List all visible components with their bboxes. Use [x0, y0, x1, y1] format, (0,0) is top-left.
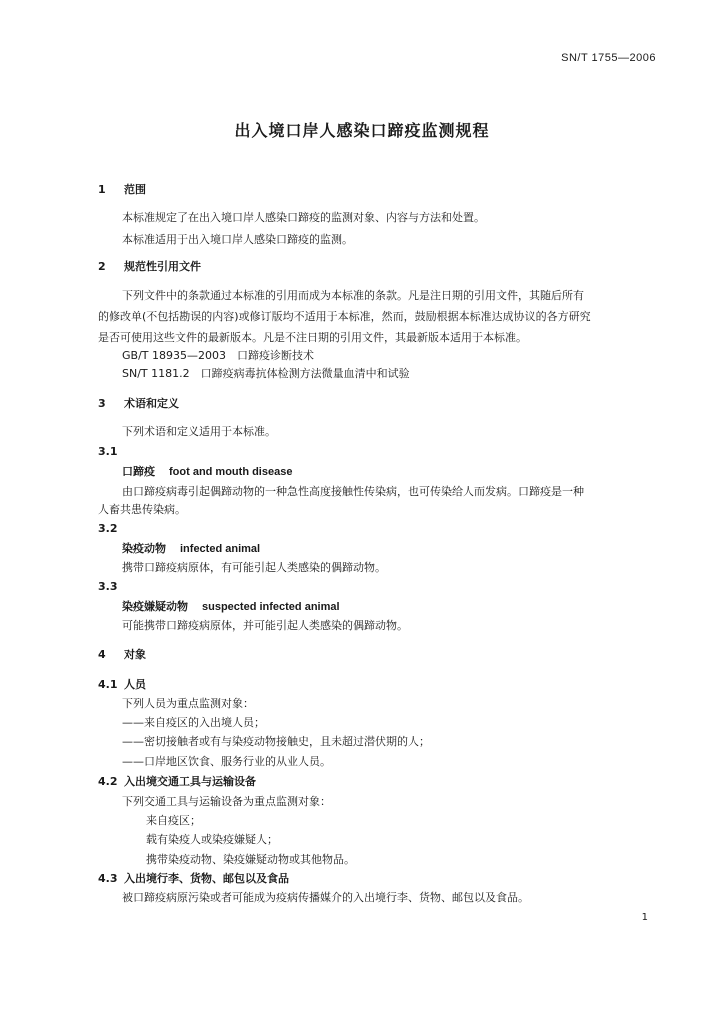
term-heading: [122, 542, 260, 556]
list-item: 载有染疫人或染疫嫌疑人；: [146, 833, 278, 846]
term-number: 3.3: [98, 580, 118, 593]
definition-line: 人畜共患传染病。: [98, 503, 186, 516]
paragraph: 被口蹄疫病原污染或者可能成为疫病传播媒介的入出境行李、货物、邮包以及食品。: [122, 891, 529, 904]
section-3-heading: [98, 397, 179, 411]
paragraph: 本标准适用于出入境口岸人感染口蹄疫的监测。: [122, 233, 353, 246]
section-title: 规范性引用文件: [124, 260, 201, 273]
definition-line: 可能携带口蹄疫病原体，并可能引起人类感染的偶蹄动物。: [122, 619, 408, 632]
definition-line: 携带口蹄疫病原体，有可能引起人类感染的偶蹄动物。: [122, 561, 386, 574]
term-heading: [122, 600, 340, 614]
paragraph-line: 是否可使用这些文件的最新版本。凡是不注日期的引用文件，其最新版本适用于本标准。: [98, 331, 527, 344]
section-title: 术语和定义: [124, 397, 179, 410]
paragraph: 本标准规定了在出入境口岸人感染口蹄疫的监测对象、内容与方法和处置。: [122, 211, 485, 224]
section-number: 3: [98, 397, 106, 410]
term-heading: [122, 465, 292, 479]
subsection-number: 4.1: [98, 678, 118, 691]
paragraph: 下列交通工具与运输设备为重点监测对象：: [122, 795, 331, 808]
subsection-title: 人员: [124, 678, 146, 691]
list-item: ——口岸地区饮食、服务行业的从业人员。: [122, 755, 331, 768]
section-number: 4: [98, 648, 106, 661]
section-title: 范围: [124, 183, 146, 196]
term-zh: 染疫动物: [122, 542, 166, 555]
definition-line: 由口蹄疫病毒引起偶蹄动物的一种急性高度接触性传染病，也可传染给人而发病。口蹄疫是一种: [122, 485, 584, 498]
term-number: 3.1: [98, 445, 118, 458]
section-number: 1: [98, 183, 106, 196]
subsection-4-2-heading: [98, 775, 256, 789]
term-number: 3.2: [98, 522, 118, 535]
subsection-4-1-heading: [98, 678, 146, 692]
section-2-heading: [98, 260, 201, 274]
subsection-title: 入出境行李、货物、邮包以及食品: [124, 872, 289, 885]
page-title: 出入境口岸人感染口蹄疫监测规程: [234, 121, 490, 140]
paragraph: 下列人员为重点监测对象：: [122, 697, 254, 710]
paragraph-line: 下列文件中的条款通过本标准的引用而成为本标准的条款。凡是注日期的引用文件，其随后所有: [122, 289, 584, 302]
page-number: 1: [641, 912, 648, 923]
reference-item: GB/T 18935—2003 口蹄疫诊断技术: [122, 349, 314, 362]
reference-item: SN/T 1181.2 口蹄疫病毒抗体检测方法微量血清中和试验: [122, 367, 410, 380]
subsection-number: 4.3: [98, 872, 118, 885]
subsection-4-3-heading: [98, 872, 289, 886]
section-1-heading: [98, 183, 146, 197]
paragraph-line: 的修改单(不包括勘误的内容)或修订版均不适用于本标准，然而，鼓励根据本标准达成协议的各方研究: [98, 310, 591, 323]
standard-number: SN/T 1755—2006: [561, 52, 656, 64]
list-item: 携带染疫动物、染疫嫌疑动物或其他物品。: [146, 853, 355, 866]
list-item: 来自疫区；: [146, 814, 201, 827]
paragraph: 下列术语和定义适用于本标准。: [122, 425, 276, 438]
subsection-number: 4.2: [98, 775, 118, 788]
list-item: ——来自疫区的入出境人员；: [122, 716, 265, 729]
term-zh: 口蹄疫: [122, 465, 155, 478]
subsection-title: 入出境交通工具与运输设备: [124, 775, 256, 788]
section-number: 2: [98, 260, 106, 273]
term-en: infected animal: [180, 543, 261, 555]
term-zh: 染疫嫌疑动物: [122, 600, 188, 613]
term-en: foot and mouth disease: [169, 466, 293, 478]
section-4-heading: [98, 648, 146, 662]
term-en: suspected infected animal: [202, 601, 340, 613]
list-item: ——密切接触者或有与染疫动物接触史，且未超过潜伏期的人；: [122, 735, 430, 748]
section-title: 对象: [124, 648, 146, 661]
